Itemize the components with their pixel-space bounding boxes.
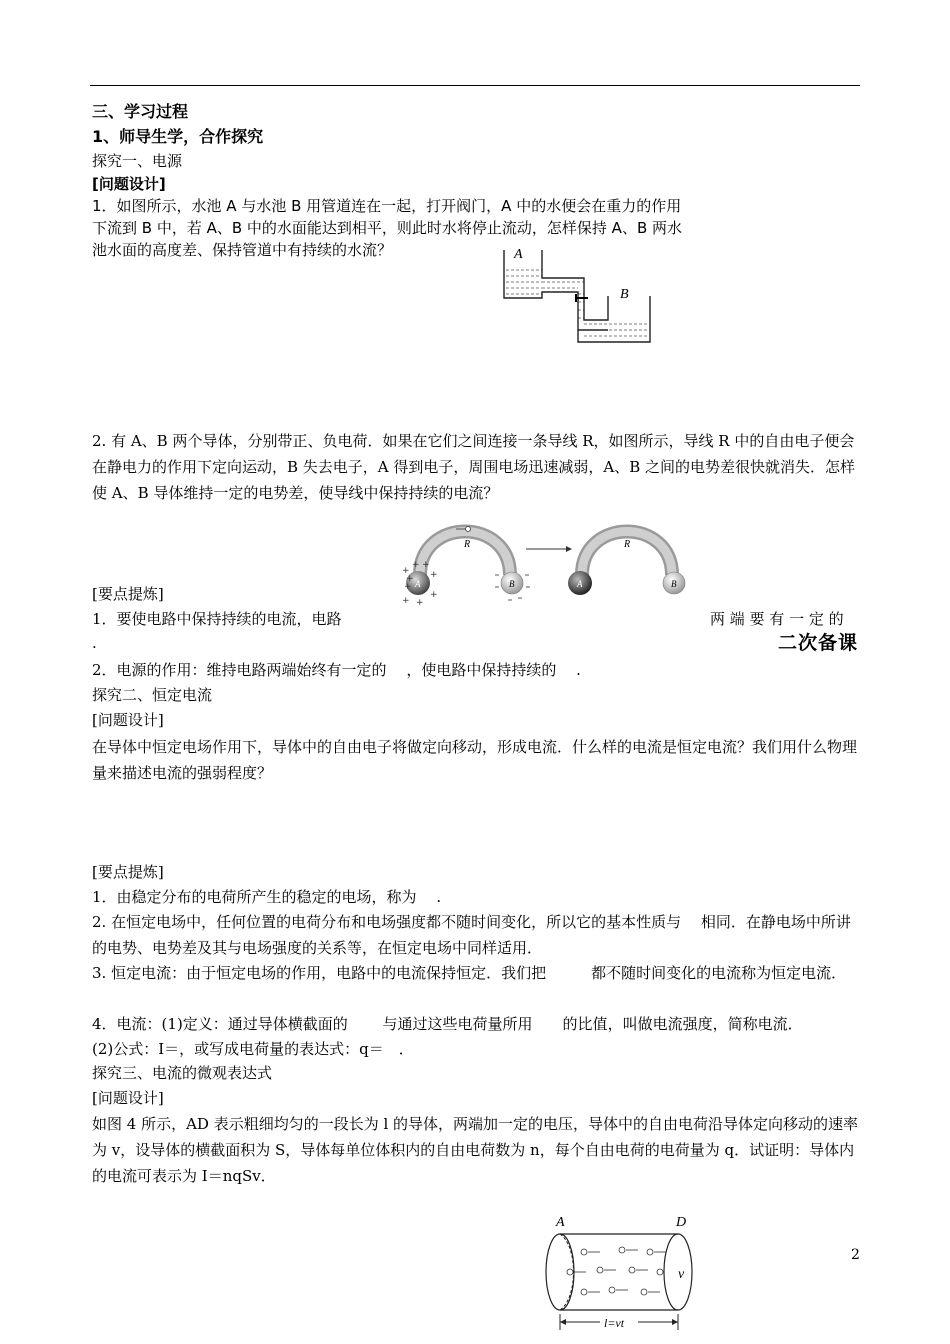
key1-item1-end: .: [92, 634, 97, 652]
conductors-figure: [400, 515, 700, 607]
key-points-label-1: [要点提炼]: [92, 585, 164, 603]
design2-text: 在导体中恒定电场作用下，导体中的自由电子将做定向移动，形成电流．什么样的电流是恒定电流？我们用什么物理量来描述电流的强弱程度？: [92, 738, 858, 782]
svg-text:+: +: [404, 582, 412, 592]
length-label: l=vt: [604, 1316, 625, 1330]
svg-text:+: +: [402, 596, 410, 606]
conductor-segment-figure: [538, 1212, 698, 1340]
segment-a-label: A: [556, 1215, 565, 1230]
key2-item5: (2)公式：I＝，或写成电荷量的表达式：q＝ ．: [92, 1040, 414, 1058]
side-note-second-prep: 二次备课: [778, 632, 859, 654]
key-points-label-2: [要点提炼]: [92, 863, 164, 881]
q1-line1: 1．如图所示，水池 A 与水池 B 用管道连在一起，打开阀门，A 中的水便会在重力的作用: [92, 197, 682, 215]
conductor-b-label: B: [509, 579, 515, 589]
svg-text:+: +: [402, 566, 410, 576]
section3-title: 探究三、电流的微观表达式: [92, 1064, 273, 1082]
q1-line3: 池水面的高度差、保持管道中有持续的水流？: [92, 241, 393, 259]
svg-text:+: +: [412, 560, 420, 570]
svg-text:+: +: [430, 570, 438, 580]
conductor-a-label-right: A: [577, 579, 583, 589]
key1-item1-left: 1．要使电路中保持持续的电流，电路: [92, 610, 342, 628]
design1-label: [问题设计]: [92, 175, 166, 193]
tank-a-label: A: [514, 247, 523, 262]
heading-learning-process: 三、学习过程: [92, 102, 189, 121]
section1-title: 探究一、电源: [92, 152, 183, 170]
design2-label: [问题设计]: [92, 711, 164, 729]
key2-item1: 1．由稳定分布的电荷所产生的稳定的电场，称为 .: [92, 888, 442, 906]
svg-text:+: +: [422, 560, 430, 570]
svg-text:+: +: [406, 574, 414, 584]
svg-text:+: +: [430, 590, 438, 600]
segment-d-label: D: [676, 1215, 687, 1230]
heading-guided-inquiry: 1、师导生学，合作探究: [92, 127, 264, 146]
svg-text:+: +: [416, 598, 424, 607]
key2-item4: 4．电流：(1)定义：通过导体横截面的 与通过这些电荷量所用 的比值，叫做电流强度，简称电流．: [92, 1015, 803, 1033]
design3-label: [问题设计]: [92, 1089, 164, 1107]
question-2-text: 2. 有 A、B 两个导体，分别带正、负电荷．如果在它们之间连接一条导线 R，如图所示，导线 R 中的自由电子便会在静电力的作用下定向运动，B 失去电子，A 得到电子，周围电场迅速减弱，A、B 之间的电势差很快就消失．怎样使 A、B 导体维持一定的电势差，使导线中保持持续的电流？: [92, 432, 856, 502]
key1-item2: 2．电源的作用：维持电路两端始终有一定的 ，使电路中保持持续的 .: [92, 661, 581, 679]
design3-text: 如图 4 所示，AD 表示粗细均匀的一段长为 l 的导体，两端加一定的电压，导体中的自由电荷沿导体定向移动的速率为 v，设导体的横截面积为 S，导体每单位体积内的自由电荷数为 n，每个自由电荷的电荷量为 q．试证明：导体内的电流可表示为 I＝nqSv．: [92, 1115, 859, 1185]
key2-item3: 3. 恒定电流：由于恒定电场的作用，电路中的电流保持恒定．我们把 都不随时间变化的电流称为恒定电流．: [92, 964, 847, 982]
header-rule: [90, 85, 860, 86]
water-tanks-figure: [498, 240, 658, 345]
tank-b-label: B: [620, 287, 629, 302]
conductor-a-label: A: [415, 579, 421, 589]
wire-r-label-right: R: [624, 539, 631, 550]
key2-item2: 2. 在恒定电场中，任何位置的电荷分布和电场强度都不随时间变化，所以它的基本性质与 相同．在静电场中所讲的电势、电势差及其与电场强度的关系等，在恒定电场中同样适用．: [92, 913, 851, 957]
page-number: 2: [851, 1247, 860, 1263]
conductor-b-label-right: B: [671, 579, 677, 589]
key1-item1-right: 两 端 要 有 一 定 的: [710, 610, 844, 628]
section2-title: 探究二、恒定电流: [92, 686, 213, 704]
wire-r-label-left: R: [464, 539, 471, 550]
q1-line2: 下流到 B 中，若 A、B 中的水面能达到相平，则此时水将停止流动，怎样保持 A、B 两水: [92, 219, 683, 237]
velocity-label: v: [678, 1267, 685, 1282]
